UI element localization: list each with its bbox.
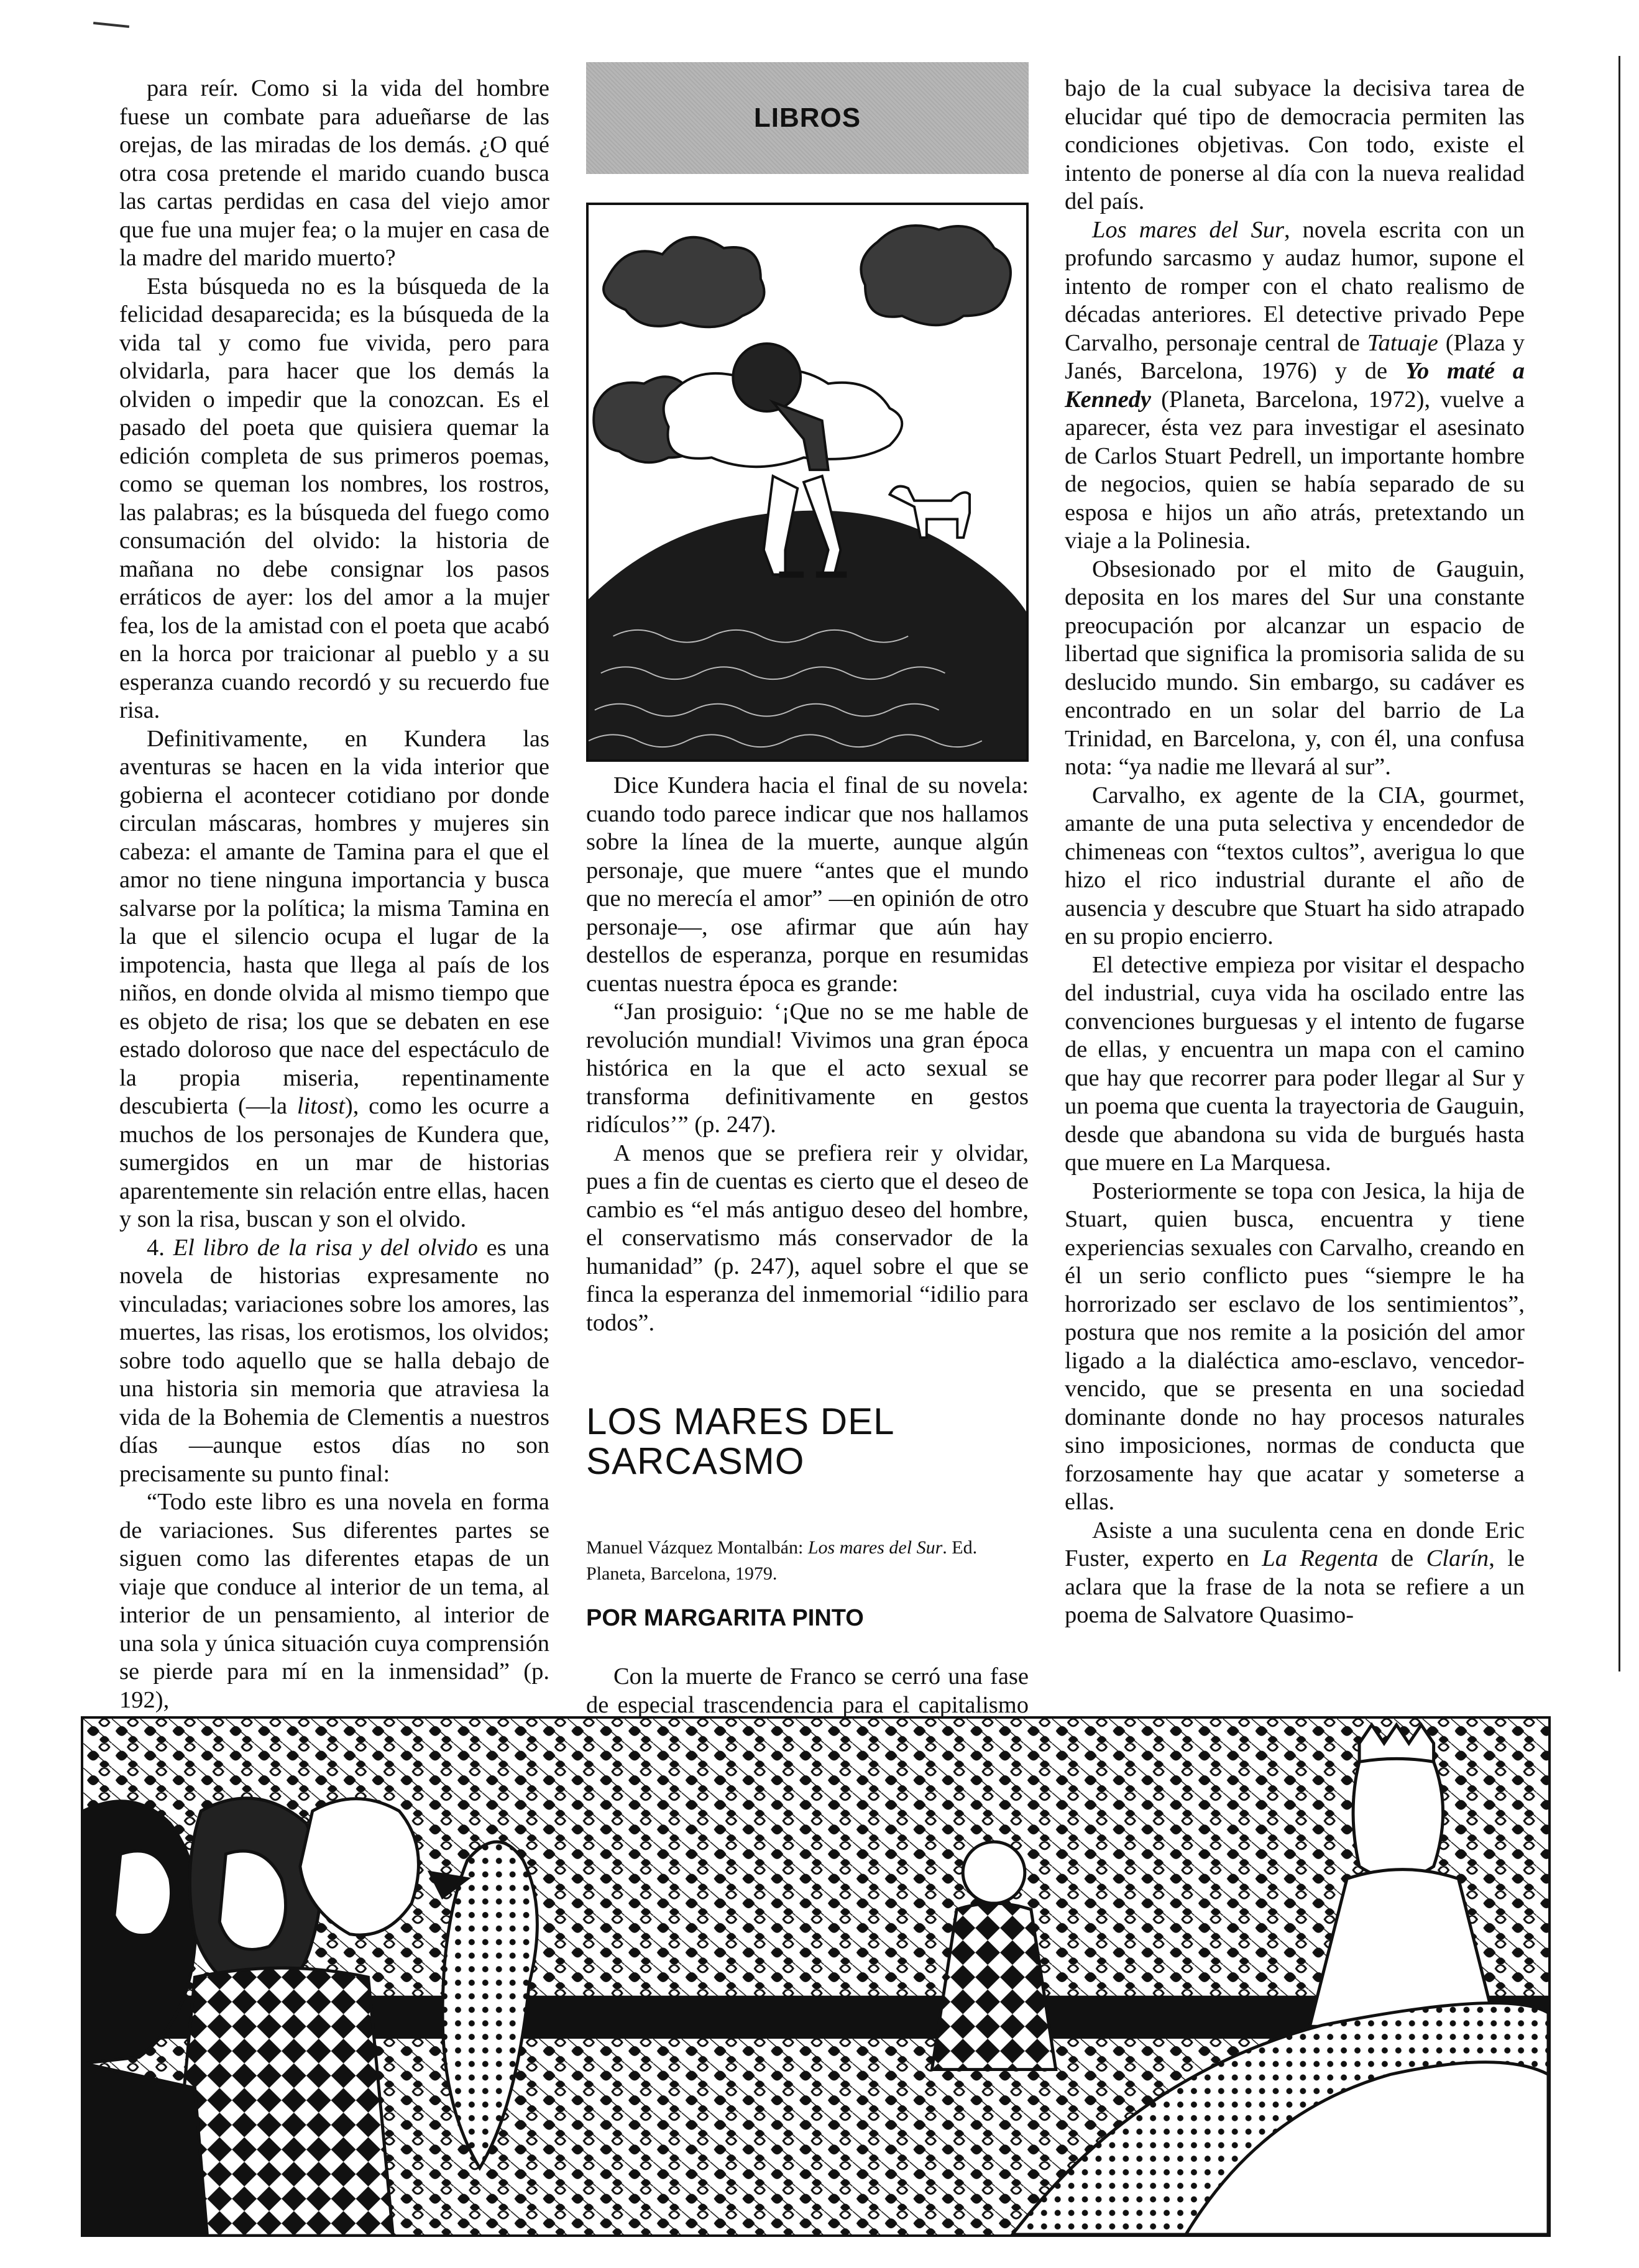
paragraph	[1065, 1177, 1525, 1517]
byline: POR MARGARITA PINTO	[586, 1605, 864, 1631]
paragraph-text: Carvalho, ex agente de la CIA, gourmet, amante de una puta selectiva y encendedor de chimeneas con “textos cultos”, averigua lo que hizo el rico industrial durante el año de ausencia y descubre que Stuart ha sido atrapado en su propio encierro.	[1065, 782, 1525, 949]
paragraph	[119, 725, 549, 1234]
column-2	[586, 62, 1029, 1776]
paragraph-text: de	[1378, 1545, 1426, 1571]
review-source-author: Manuel Vázquez Montalbán:	[586, 1537, 808, 1558]
paragraph-text: es una novela de historias expresamente no vinculadas; variaciones sobre los amores, las muertes, las risas, los erotismos, los olvidos; sobre todo aquello que se halla debajo de una historia sin memoria que atraviesa la vida de la Bohemia de Clementis a nuestros días —aunque estos días no son precisamente su punto final:	[119, 1234, 549, 1487]
scan-mark	[93, 22, 129, 28]
column-rule	[1618, 56, 1620, 1671]
section-header-label: LIBROS	[753, 103, 861, 134]
paragraph	[1065, 782, 1525, 951]
paragraph-text: “Todo este libro es una novela en forma de variaciones. Sus diferentes partes se siguen como las diferentes etapas de un viaje que conduce al interior de un tema, al interior de un pensamiento, al interior de una sola y única situación cuya comprensión se pierde para mí en la inmensidad” (p. 192),	[119, 1489, 549, 1713]
left-figures	[83, 1798, 418, 2236]
emphasis-text: La Regenta	[1262, 1545, 1379, 1571]
paragraph	[586, 998, 1029, 1140]
column-1	[119, 75, 549, 1714]
paragraph-text: 4.	[147, 1234, 173, 1261]
review-source-rest: . Ed. Planeta, Barcelona, 1979.	[586, 1537, 978, 1584]
paragraph-text: “Jan prosiguio: ‘¡Que no se me hable de revolución mundial! Vivimos una gran época histórica en la que el acto sexual se transforma definitivamente en gestos ridículos’” (p. 247).	[586, 999, 1029, 1138]
paragraph	[1065, 216, 1525, 556]
paragraph-text: , novela escrita con un profundo sarcasmo y audaz humor, supone el intento de romper con el chato realismo de décadas anteriores. El detective privado Pepe Carvalho, personaje central de	[1065, 216, 1525, 356]
column-3	[1065, 75, 1525, 1630]
paragraph-text: para reír. Como si la vida del hombre fuese un combate para adueñarse de las orejas, de las miradas de los demás. ¿O qué otra cosa pretende el marido cuando busca las cartas perdidas en casa del viejo amor que fue una mujer fea; o la mujer en casa de la madre del marido muerto?	[119, 75, 549, 271]
illustration-garden-figures	[81, 1716, 1551, 2237]
paragraph-text: Definitivamente, en Kundera las aventuras se hacen en la vida interior que gobierna el acontecer cotidiano por donde circulan máscaras, hombres y mujeres sin cabeza: el amante de Tamina para el que el amor no tiene ninguna importancia y busca salvarse por la política; la misma Tamina en la que el silencio ocupa el lugar de la impotencia, hasta que llega al país de los niños, en donde olvida al mismo tiempo que es objeto de risa; los que se debaten en ese estado doloroso que nace del espectáculo de la propia miseria, repentinamente descubierta (—la	[119, 725, 549, 1119]
paragraph	[586, 1140, 1029, 1338]
paragraph-text: bajo de la cual subyace la decisiva tarea de elucidar qué tipo de democracia permiten las condiciones objetivas. Con todo, existe el intento de ponerse al día con la nueva realidad del país.	[1065, 75, 1525, 214]
review-title: LOS MARES DEL SARCASMO	[586, 1401, 894, 1482]
paragraph	[1065, 1517, 1525, 1630]
paragraph-text: Esta búsqueda no es la búsqueda de la felicidad desaparecida; es la búsqueda de la vida tal y como fue vivida, pero para olvidarla, para hacer que los demás la olviden o impedir que la conozcan. Es el pasado del poeta que quisiera quemar la edición completa de sus primeros poemas, como se queman los nombres, los rostros, las palabras; es la búsqueda del fuego como consumación del olvido: la historia de mañana no debe consignar los pasos erráticos de ayer: los del amor a la mujer fea, los de la amistad con el poeta que acabó en la horca por traicionar al pueblo y a su esperanza cuando recordó y su recuerdo fue risa.	[119, 273, 549, 723]
paragraph	[119, 1488, 549, 1714]
emphasis-text: Yo maté a Kennedy	[1065, 358, 1525, 413]
emphasis-text: litost	[296, 1093, 345, 1119]
paragraph-text: ), como les ocurre a muchos de los personajes de Kundera que, sumergidos en un mar de historias aparentemente sin relación entre ellas, hacen y son la risa, buscan y son el olvido.	[119, 1093, 549, 1232]
paragraph-text: Posteriormente se topa con Jesica, la hija de Stuart, quien busca, encuentra y tiene experiencias sexuales con Carvalho, creando en él un serio conflicto pues “siempre le ha horrorizado ser esclavo de los sentimientos”, postura que nos remite a la posición del amor ligado a la dialéctica amo-esclavo, vencedor-vencido, que se presenta en una sociedad dominante donde no hay procesos naturales sino imposiciones, normas de conducta que forzosamente hay que acatar y someterse a ellas.	[1065, 1177, 1525, 1515]
paragraph-text: Dice Kundera hacia el final de su novela: cuando todo parece indicar que nos hallamos sobre la línea de la muerte, aunque algún personaje, que muere “antes que el mundo que no merecía el amor” —en opinión de otro personaje—, ose afirmar que aún hay destellos de esperanza, porque en resumidas cuentas nuestra época es grande:	[586, 772, 1029, 997]
section-header	[586, 62, 1029, 174]
paragraph	[119, 273, 549, 725]
column-2-text	[586, 772, 1029, 1337]
review-source	[586, 1535, 1029, 1587]
paragraph-text: Asiste a una suculenta cena en donde Eric Fuster, experto en	[1065, 1517, 1525, 1571]
review-source-book: Los mares del Sur	[807, 1537, 943, 1558]
paragraph-text: Obsesionado por el mito de Gauguin, deposita en los mares del Sur una constante preocupación por alcanzar un espacio de libertad que significa la promisoria salida de su deslucido mundo. Sin embargo, su cadáver es encontrado en un solar del barrio de La Trinidad, en Barcelona, y, con él, una confusa nota: “ya nadie me llevará al sur”.	[1065, 556, 1525, 780]
paragraph	[1065, 951, 1525, 1177]
illustration-figure-on-hill	[586, 203, 1029, 762]
paragraph-text: A menos que se prefiera reir y olvidar, pues a fin de cuentas es cierto que el deseo de cambio es “el más antiguo deseo del hombre, el conservatismo más conservador de la humanidad” (p. 247), aquel sobre el que se finca la esperanza del inmemorial “idilio para todos”.	[586, 1140, 1029, 1336]
paragraph	[586, 772, 1029, 998]
emphasis-text: El libro de la risa y del olvido	[173, 1234, 478, 1261]
paragraph	[1065, 556, 1525, 782]
emphasis-text: Tatuaje	[1367, 329, 1438, 356]
paragraph-text: Con la muerte de Franco se cerró una fase de especial trascendencia para el capitalismo	[586, 1663, 1029, 1718]
emphasis-text: Los mares del Sur	[1092, 216, 1284, 243]
paragraph-text: (Plaza y Janés, Barcelona, 1976) y de	[1065, 329, 1525, 384]
paragraph-text: El detective empieza por visitar el despacho del industrial, cuya vida ha oscilado entre las convenciones burguesas y el intento de fugarse de ellas, y encuentra un mapa con el camino que hay que recorrer para poder llegar al Sur y un poema que cuenta la trayectoria de Gauguin, desde que abandona su vida de burgués hasta que muere en La Marquesa.	[1065, 951, 1525, 1176]
paragraph	[119, 1234, 549, 1489]
paragraph-text: (Planeta, Barcelona, 1972), vuelve a aparecer, ésta vez para investigar el asesinato de Carlos Stuart Pedrell, un importante hombre de negocios, quien se había separado de su esposa e hijos un año atrás, pretextando un viaje a la Polinesia.	[1065, 386, 1525, 554]
paragraph-text: , le aclara que la frase de la nota se refiere a un poema de Salvatore Quasimo-	[1065, 1545, 1525, 1628]
paragraph	[119, 75, 549, 273]
paragraph	[1065, 75, 1525, 216]
emphasis-text: Clarín	[1426, 1545, 1489, 1571]
